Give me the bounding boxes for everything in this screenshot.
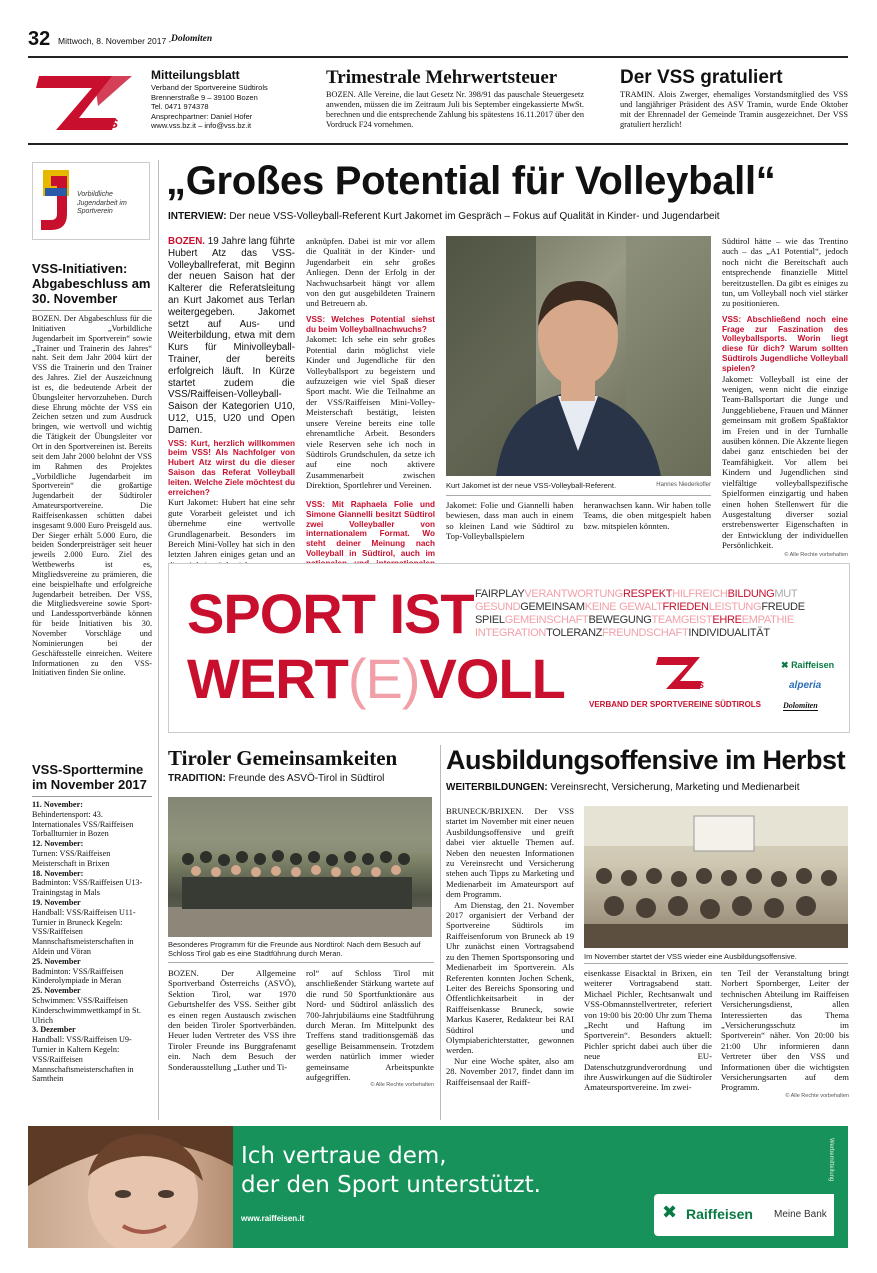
brief-gratuliert-text: TRAMIN. Alois Zwerger, ehemaliges Vorstandsmitglied des VSS und langjähriger Präsident des ASV Tramin, wurde Ende Oktober mit der Ehrennadel der Gemeinde Tramin ausgezeichnet. Der VSS gratuliert herzlich!	[620, 90, 848, 129]
interview-a3-cont: Südtirol hätte – wie das Trentino auch – das „A1 Potential“, jedoch noch nicht die Bereitschaft auch entsprechende finanzielle Mittel bereitzustellen. Da gibt es einiges zu tun, um Volleyball noch viel stärker zu positionieren.	[722, 236, 848, 309]
interview-dateline: BOZEN.	[168, 236, 206, 247]
termin-text: Badminton: VSS/Raiffeisen Kinderolympiade in Meran	[32, 966, 124, 986]
tirol-subhead-text: Freunde des ASVÖ-Tirol in Südtirol	[228, 773, 385, 784]
masthead-contact: Ansprechpartner: Daniel Hofer	[151, 111, 253, 121]
ad-line1: Ich vertraue dem,	[241, 1143, 447, 1169]
banner-vss-logo	[654, 654, 716, 692]
banner-word-row	[475, 588, 845, 601]
ausbildung-col1	[446, 806, 574, 1087]
masthead-title: Mitteilungsblatt	[151, 68, 240, 82]
banner-word: INDIVIDUALITÄT	[688, 627, 770, 639]
initiative-text: BOZEN. Der Abgabeschluss für die Initiativen „Vorbildliche Jugendarbeit im Sportverein“ sowie „Trainer und Trainerin des Jahres“ naht. Seit dem Jahr 2004 kürt der VSS die Trainerin und den Trainer des Jahres. Ziel der Auszeichnung ist es, die bedeutende Arbeit der Übungsleiter hervorzuheben. Durch diese Ehrung möchte der VSS ein Zeichen setzen und zum Ausdruck bringen, wie wertvoll und wichtig die Tätigkeit der Übungsleiter vor Ort in den Sportvereinen ist. Bereits seit dem Jahr 2000 belohnt der VSS im Rahmen des Projektes „Vorbildliche Jugendarbeit im Sportverein“ die großartige Jugendarbeit der Südtiroler Amateursportvereine. Die Raiffeisenkassen schütten dabei insgesamt 9.000 Euro Preisgeld aus. Der Sieger erhält 5.000 Euro, die beiden Sonderpreisträger seit heuer jeweils 2.000 Euro. Ziel des Wettbewerbs ist es, Mitgliedsvereine zu prämieren, die eine beispielhafte und erfolgreiche Jugendarbeit betreiben. Der VSS, die Mitgliedsvereine sowie Sport- und Landessportverbände können für beide Initiativen bis 30. November Vorschläge und Nominierungen bei der Geschäftsstelle einreichen. Weitere Informationen zu den VSS-Initiativen finden Sie online.	[32, 314, 152, 678]
seminar-photo	[584, 806, 848, 948]
banner-word: FAIRPLAY	[475, 588, 525, 600]
termin-text: Handball: VSS/Raiffeisen U9-Turnier in Kaltern Kegeln: VSS/Raiffeisen Mannschaftsmeisterschaften in Sarnthein	[32, 1035, 134, 1084]
main-headline: „Großes Potential für Volleyball“	[166, 159, 776, 203]
termin-item	[32, 800, 152, 839]
portrait-caption-rule	[446, 495, 711, 496]
banner-word: RESPEKT	[622, 588, 673, 600]
termin-date: 12. November:	[32, 839, 84, 849]
banner-word-row	[475, 601, 845, 614]
banner-e: (E)	[347, 647, 420, 710]
page-number: 32	[28, 28, 51, 50]
interview-q4: VSS: Abschließend noch eine Frage zur Faszination des Volleyballsports. Worin liegt diese für dich? Warum sollten Südtirols Jugendliche Volleyball spielen?	[722, 314, 848, 373]
banner-word: FREUNDSCHAFT	[602, 627, 689, 639]
banner-word: KEINE GEWALT	[584, 601, 663, 613]
banner-word: EMPATHIE	[741, 614, 794, 626]
portrait-credit: Hannes Niederkofler	[656, 482, 711, 488]
ad-brand-box[interactable]	[654, 1194, 834, 1236]
masthead-web: www.vss.bz.it – info@vss.bz.it	[151, 121, 252, 130]
banner-sponsor-alperia: alperia	[789, 680, 822, 691]
ausbildung-text1: BRUNECK/BRIXEN. Der VSS startet im November mit einer neuen Ausbildungsoffensive und greift dabei vier aktuelle Themen auf. Neben den neuesten Informationen zu Vereinsrecht und Versicherung stehen auch Tipps zu Marketing und Medienarbeit im Amateursport auf dem Programm.	[446, 806, 574, 900]
termine-divider	[32, 796, 152, 797]
ausbildung-subhead-text: Vereinsrecht, Versicherung, Marketing und Medienarbeit	[550, 782, 800, 793]
tirol-caption: Besonderes Programm für die Freunde aus Nordtirol: Nach dem Besuch auf Schloss Tirol gab es eine Stadtführung durch Meran.	[168, 940, 421, 958]
masthead-tel: Tel. 0471 974378	[151, 102, 209, 111]
interview-credit: © Alle Rechte vorbehalten	[784, 551, 848, 558]
interview-a4: Jakomet: Volleyball ist eine der wenigen, wenn nicht die einzige Team-Ballsportart die Junge und Junggebliebene, Frauen und Männer gemeinsam mit großem Spaßfaktor im Freien und in der Turnhalle ausüben können. Die Akzente liegen dabei ganz entschieden bei der Teamfähigkeit. Vor allem bei Kindern und Jugendlichen sind vielfältige volleyballspezifische Spielformen einzigartig und haben einen hohen Stellenwert für die Ausgestaltung diverser sozial erstrebenswerter Eigenschaften in der Entwicklung der individuellen Persönlichkeit.	[722, 373, 848, 551]
ausbildung-credit: © Alle Rechte vorbehalten	[785, 1092, 849, 1099]
interview-lead	[168, 236, 295, 437]
sidebar-rule	[158, 160, 159, 1120]
ausbildung-text1b: Am Dienstag, den 21. November 2017 organisiert der Verband der Sportvereine Südtirols im Raiffeisenforum von Bruneck ab 19 Uhr zunächst einen Vortragsabend zu den Themen Sportsponsoring und Medienarbeit im Sportverein. Als Referenten konnten Jochen Schenk, Leiter des Bereichs Sponsoring und Öffentlichkeitsarbeit in der Raiffeisenkasse Bruneck, sowie Markus Kaserer, Redakteur bei RAI Südtirol und Olympiaberichterstatter, gewonnen werden.	[446, 899, 574, 1056]
main-kicker: INTERVIEW:	[168, 211, 227, 222]
tirol-col1	[168, 968, 296, 1072]
termine-list	[32, 800, 152, 1084]
raiffeisen-gable-icon: ✖	[662, 1202, 678, 1223]
tirol-group-photo	[168, 797, 432, 937]
interview-a1-cont: anknüpfen. Dabei ist mir vor allem die Qualität in der Kinder- und Jugendarbeit ein sehr großes Anliegen. Denn der Erfolg in der Nachwuchsarbeit hängt vor allem von den gut ausgebildeten Trainern und Betreuern ab.	[306, 236, 435, 309]
banner-word-row	[475, 614, 845, 627]
ausbildung-text1c: Nur eine Woche später, also am 28. November 2017, findet dann im Raiffeisensaal der Raiff-	[446, 1055, 574, 1087]
portrait-caption	[446, 481, 711, 490]
interview-q2: VSS: Welches Potential siehst du beim Volleyballnachwuchs?	[306, 314, 435, 334]
termin-item	[32, 1025, 152, 1084]
initiative-divider	[32, 310, 152, 311]
main-subhead-text: Der neue VSS-Volleyball-Referent Kurt Jakomet im Gespräch – Fokus auf Qualität in Kinder- und Jugendarbeit	[229, 211, 720, 222]
banner-wert: WERT	[187, 647, 348, 710]
banner-word: SPIEL	[475, 614, 505, 626]
tirol-text1: BOZEN. Der Allgemeine Sportverband Österreichs (ASVÖ), Sektion Tirol, war 1970 Geburtshelfer des VSS. Seither gibt es einen regen Austausch zwischen den beiden Tiroler Sportverbänden. Heuer luden Vertreter des VSS ihre Tiroler Freunde ins Burggrafenamt ein. Nach dem Besuch der Sonderausstellung „Luther und Ti-	[168, 968, 296, 1072]
termine-title: VSS-Sporttermine im November 2017	[32, 762, 147, 792]
banner-word: INTEGRATION	[475, 627, 547, 639]
termin-item	[32, 957, 152, 986]
termine-box	[32, 762, 152, 1084]
termin-item	[32, 986, 152, 1025]
banner-word: GEMEINSAM	[520, 601, 585, 613]
banner-word: TOLERANZ	[546, 627, 603, 639]
tirol-text2: rol“ auf Schloss Tirol mit anschließender Stärkung wartete auf die rund 50 Sportfunktionäre aus Nord- und Südtirol anlässlich des 700-Jahrjubiläums eine Stadtführung durch Meran. Im Mittelpunkt des Treffens stand traditionsgemäß das gesellige Beisammensein. Trotzdem werden natürlich immer wieder gemeinsame Arbeitspunkte aufgegriffen.	[306, 968, 434, 1083]
interview-q1: VSS: Kurt, herzlich willkommen beim VSS! Als Nachfolger von Hubert Atz wirst du die dieser Saison das Referat Volleyball leiten. Welche Ziele möchtest du erreichen?	[168, 438, 295, 497]
sport-banner	[168, 563, 850, 733]
paper-name: Dolomiten	[171, 34, 213, 44]
banner-word: FREUDE	[761, 601, 805, 613]
ad-headline	[241, 1142, 661, 1200]
youth-badge-text: Vorbildliche Jugendarbeit im Sportverein	[77, 191, 127, 215]
banner-line2	[187, 647, 565, 710]
ausbildung-text2: eisenkasse Eisacktal in Brixen, ein weiterer Vortragsabend statt. Michael Pichler, Rechtsanwalt und VSS-Obmannstellvertreter, referiert von 19:00 bis 20:00 Uhr zum Thema „Recht und Haftung im Sportverein“. Besonders aktuell: Pichler spricht dabei auch über die neue EU-Datenschutzgrundverordnung und ihre Auswirkungen auf die Südtiroler Amateursportvereine. Im zwei-	[584, 968, 712, 1093]
main-subhead	[168, 210, 858, 223]
banner-words	[475, 588, 845, 640]
interview-col1	[168, 236, 295, 570]
ausbildung-subhead	[446, 781, 856, 794]
page-header	[28, 30, 848, 52]
banner-voll: VOLL	[419, 647, 565, 710]
banner-word: HILFREICH	[672, 588, 728, 600]
banner-word: VERANTWORTUNG	[524, 588, 623, 600]
ausbildung-text3: ten Teil der Veranstaltung bringt Norbert Spornberger, Leiter der technischen Abteilung im Raiffeisen Versicherungsdienst, allen Interessierten das Thema „Versicherungsschutz im Sportverein“ näher. Von 20:00 bis 21:00 Uhr informieren dann Vertreter über den VSS und Informationen über die wichtigsten Versicherungsarten auf dem Programm.	[721, 968, 849, 1093]
ausbildung-title: Ausbildungsoffensive im Herbst	[446, 745, 846, 775]
portrait-photo	[446, 236, 711, 476]
banner-sponsor-raiffeisen	[781, 660, 834, 671]
ad-brand: Raiffeisen	[686, 1206, 753, 1222]
interview-a3-block	[446, 500, 711, 542]
termin-date: 19. November	[32, 897, 81, 907]
ad-vertical-label: Werbemitteilung	[828, 1138, 834, 1182]
ad-line2: der den Sport unterstützt.	[241, 1172, 541, 1198]
termin-text: Turnen: VSS/Raiffeisen Meisterschaft in Brixen	[32, 848, 111, 868]
termin-date: 25. November	[32, 956, 81, 966]
termin-date: 25. November	[32, 986, 81, 996]
initiative-box	[32, 261, 152, 678]
raiffeisen-icon: ✖	[781, 660, 789, 670]
banner-vss-text: VSS	[688, 681, 705, 690]
banner-sponsor-dolomiten: Dolomiten	[783, 701, 818, 710]
vss-logo	[34, 72, 134, 134]
interview-col2	[306, 236, 435, 491]
termin-text: Behindertensport: 43. Internationales VSS/Raiffeisen Torballturnier in Bozen	[32, 809, 134, 839]
tirol-title: Tiroler Gemeinsamkeiten	[168, 746, 398, 770]
brief-gratuliert-title: Der VSS gratuliert	[620, 67, 783, 88]
header-divider	[28, 56, 848, 58]
banner-word: LEISTUNG	[708, 601, 762, 613]
ausbildung-col2	[584, 968, 712, 1093]
ad-tagline: Meine Bank	[774, 1209, 827, 1220]
initiative-title: VSS-Initiativen: Abgabeschluss am 30. November	[32, 261, 151, 306]
brief-divider	[28, 143, 848, 145]
youth-badge	[32, 162, 150, 240]
interview-a1: Kurt Jakomet: Hubert hat eine sehr gute Vorarbeit geleistet und ich übernehme eine wertvolle Grundlagenarbeit. Besonders im Bereich Mini-Volley hat sich in den letzten Jahren einiges getan und an	[168, 497, 295, 560]
vss-logo-text: VSS	[92, 116, 119, 131]
termin-item	[32, 839, 152, 868]
banner-line1: SPORT IST	[187, 582, 474, 645]
tirol-col2	[306, 968, 434, 1088]
seminar-caption-rule	[584, 963, 848, 964]
masthead-address: Brennerstraße 9 – 39100 Bozen	[151, 92, 258, 102]
termin-item	[32, 869, 152, 898]
page-date: Mittwoch, 8. November 2017 -	[58, 36, 172, 46]
banner-word: EHRE	[712, 614, 742, 626]
interview-q3: VSS: Mit Raphaela Folie und Simone Giannelli besitzt Südtirol zwei Volleyballer von internationalem Format. Wo steht deiner Meinung nach Volleyball in Südtirol, auch im	[306, 500, 435, 558]
termin-date: 18. November:	[32, 868, 84, 878]
interview-a2: Jakomet: Ich sehe ein sehr großes Potential darin möglichst viele Kinder und Jugendliche für den Volleyballsport zu begeistern und aufzuzeigen wie viel Spaß dieser Sport macht. Wie die Teilnahme an der VSS/Raiffeisen Mini-Volley-Meisterschaft bestätigt, leisten unsere Vereine bereits eine tolle ehrenamtliche Arbeit. Besonders viele Reserven sehe ich noch in Südtirols Grundschulen, da setze ich auf eine noch aktivere Zusammenarbeit zwischen Direktion, Sportlehrer und Vereinen.	[306, 334, 435, 491]
tirol-credit: © Alle Rechte vorbehalten	[370, 1082, 434, 1089]
termin-date: 3. Dezember	[32, 1025, 76, 1035]
interview-a3: Jakomet: Folie und Giannelli haben bewiesen, dass man auch in einem so kleinen Land wie Südtirol zu Top-Volleyballspielern heranwachsen kann. Wir haben tolle Teams, die oben mitgespielt haben bzw. mitspielen könnten.	[446, 500, 711, 542]
brief-gratuliert	[620, 66, 848, 130]
raiffeisen-ad	[28, 1126, 848, 1248]
ausbildung-kicker: WEITERBILDUNGEN:	[446, 782, 548, 793]
banner-word: BEWEGUNG	[588, 614, 652, 626]
tirol-kicker: TRADITION:	[168, 773, 226, 784]
ad-portrait	[28, 1126, 233, 1248]
brief-mwst-title: Trimestrale Mehrwertsteuer	[326, 67, 558, 88]
mid-rule	[440, 745, 441, 1120]
termin-item	[32, 898, 152, 957]
seminar-caption: Im November startet der VSS wieder eine Ausbildungsoffensive.	[584, 952, 797, 961]
portrait-caption-text: Kurt Jakomet ist der neue VSS-Volleyball-Referent.	[446, 481, 617, 490]
banner-word: MUT	[774, 588, 798, 600]
termin-text: Schwimmen: VSS/Raiffeisen Kinderschwimmwettkampf in St. Ulrich	[32, 995, 141, 1025]
banner-word-row	[475, 627, 845, 640]
tirol-caption-rule	[168, 962, 434, 963]
banner-word: TEAMGEIST	[651, 614, 713, 626]
masthead-org: Verband der Sportvereine Südtirols	[151, 83, 268, 92]
termin-date: 11. November:	[32, 800, 83, 809]
banner-org: VERBAND DER SPORTVEREINE SÜDTIROLS	[589, 700, 762, 709]
brief-mwst	[326, 66, 584, 130]
tirol-subhead	[168, 772, 438, 785]
banner-word: GESUND	[475, 601, 521, 613]
banner-word: BILDUNG	[727, 588, 775, 600]
banner-sponsor1-text: Raiffeisen	[791, 660, 835, 670]
ausbildung-col3	[721, 968, 849, 1099]
interview-lead-text: 19 Jahre lang führte Hubert Atz das VSS-Volleyballreferat, mit Beginn der neuen Saison hat der Kalterer die Referatsleitung an Kurt Jakomet aus Terlan weitergegeben. Jakomet setzt auf Aus- und Weiterbildung, etwa mit dem Kurs für Minivolleyball-Trainer, der bereits erfolgreich läuft. In Kürze startet zudem die VSS/Raiffeisen-Volleyball-Saison der Kategorien U10, U12, U15, U20 und Open Damen.	[168, 236, 295, 436]
termin-text: Badminton: VSS/Raiffeisen U13-Trainingstag in Mals	[32, 878, 143, 898]
masthead-info	[151, 68, 311, 131]
brief-mwst-text: BOZEN. Alle Vereine, die laut Gesetz Nr. 398/91 das pauschale Steuergesetz anwenden, müssen die im Zeitraum Juli bis September eingekassierte MwSt. berechnen und die entsprechende Zahlung bis spätestens 16.11.2017 über den Vordruck F24 vornehmen.	[326, 90, 584, 129]
interview-col4	[722, 236, 848, 558]
banner-word: GEMEINSCHAFT	[504, 614, 589, 626]
ad-url[interactable]: www.raiffeisen.it	[241, 1214, 305, 1223]
banner-word: FRIEDEN	[662, 601, 709, 613]
termin-text: Handball: VSS/Raiffeisen U11-Turnier in Bruneck Kegeln: VSS/Raiffeisen Mannschaftsmeisterschaften in Aldein und Vöran	[32, 907, 136, 956]
